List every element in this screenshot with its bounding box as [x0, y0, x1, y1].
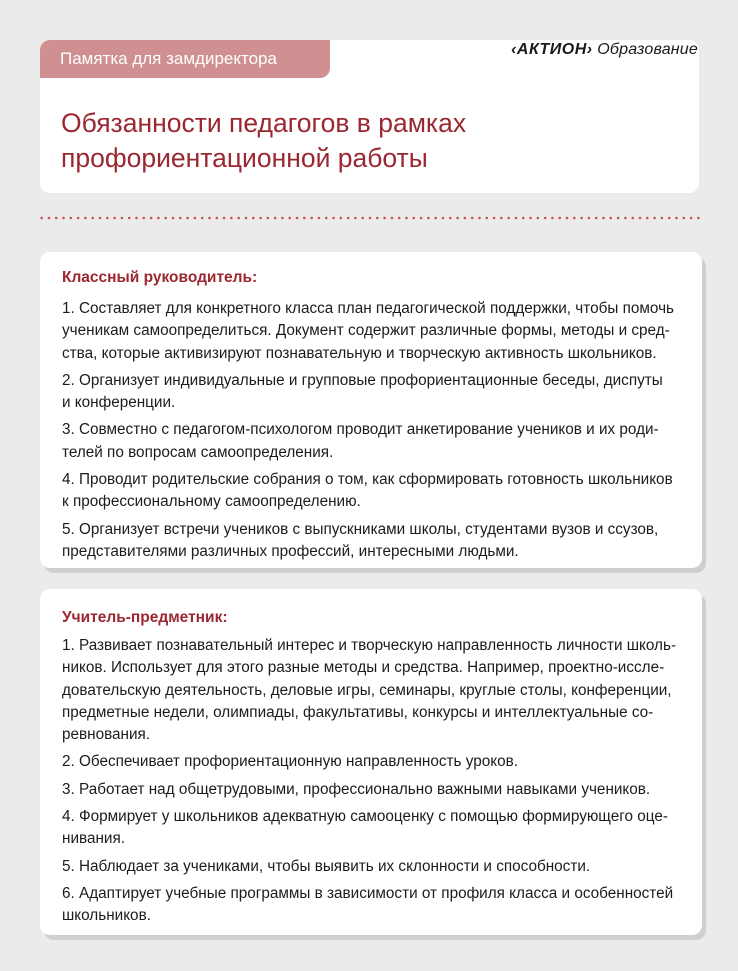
- list-item: 2. Обеспечивает профориентационную направленность уроков.: [62, 753, 518, 771]
- section-class-teacher: [40, 252, 702, 568]
- list-item: 4. Проводит родительские собрания о том, как сформировать готовность школьников к профессиональному самоопределению.: [62, 471, 673, 511]
- list-item: 3. Совместно с педагогом-психологом проводит анкетирование учеников и их роди- телей по вопросам самоопределения.: [62, 421, 659, 461]
- list-item: 1. Развивает познавательный интерес и творческую направленность личности школь- ников. Использует для этого разные методы и средства. Например, проектно-иссле- довательскую деятельность, деловые игры, семинары, круглые столы, конференции, предметные недели, олимпиады, факультативы, конкурсы и интеллектуальные со- ревнования.: [62, 637, 677, 744]
- section-subject-teacher: [40, 589, 702, 935]
- list-item: 5. Организует встречи учеников с выпускниками школы, студентами вузов и ссузов, представителями различных профессий, интересными людьми.: [62, 520, 659, 560]
- section-heading: Классный руководитель:: [62, 269, 258, 286]
- brand-mark: ‹АКТИОН›: [511, 41, 593, 58]
- duty-list: [62, 298, 687, 568]
- list-item: 3. Работает над общетрудовыми, профессионально важными навыками учеников.: [62, 780, 651, 798]
- list-item: 5. Наблюдает за учениками, чтобы выявить их склонности и способности.: [62, 857, 591, 875]
- brand-logo: [511, 41, 698, 59]
- page-title: [61, 106, 681, 176]
- list-item: 2. Организует индивидуальные и групповые профориентационные беседы, диспуты и конференции.: [62, 371, 663, 412]
- list-item: 4. Формирует у школьников адекватную самооценку с помощью формирующего оце- нивания.: [62, 808, 668, 848]
- list-item: 6. Адаптирует учебные программы в зависимости от профиля класса и особенностей школьников.: [62, 884, 674, 925]
- section-heading: Учитель-предметник:: [62, 609, 228, 626]
- title-line-1: Обязанности педагогов в рамках: [61, 108, 467, 138]
- title-line-2: профориентационной работы: [61, 143, 428, 173]
- duty-list: [62, 635, 687, 933]
- list-item: 1. Составляет для конкретного класса план педагогической поддержки, чтобы помочь ученикам самоопределиться. Документ содержит различные формы, методы и сред- ства, которые активизируют познавательную и творческую активность школьников.: [62, 300, 675, 362]
- dotted-divider: [38, 216, 700, 220]
- memo-badge: Памятка для замдиректора: [40, 40, 330, 78]
- brand-subtitle: Образование: [597, 41, 698, 58]
